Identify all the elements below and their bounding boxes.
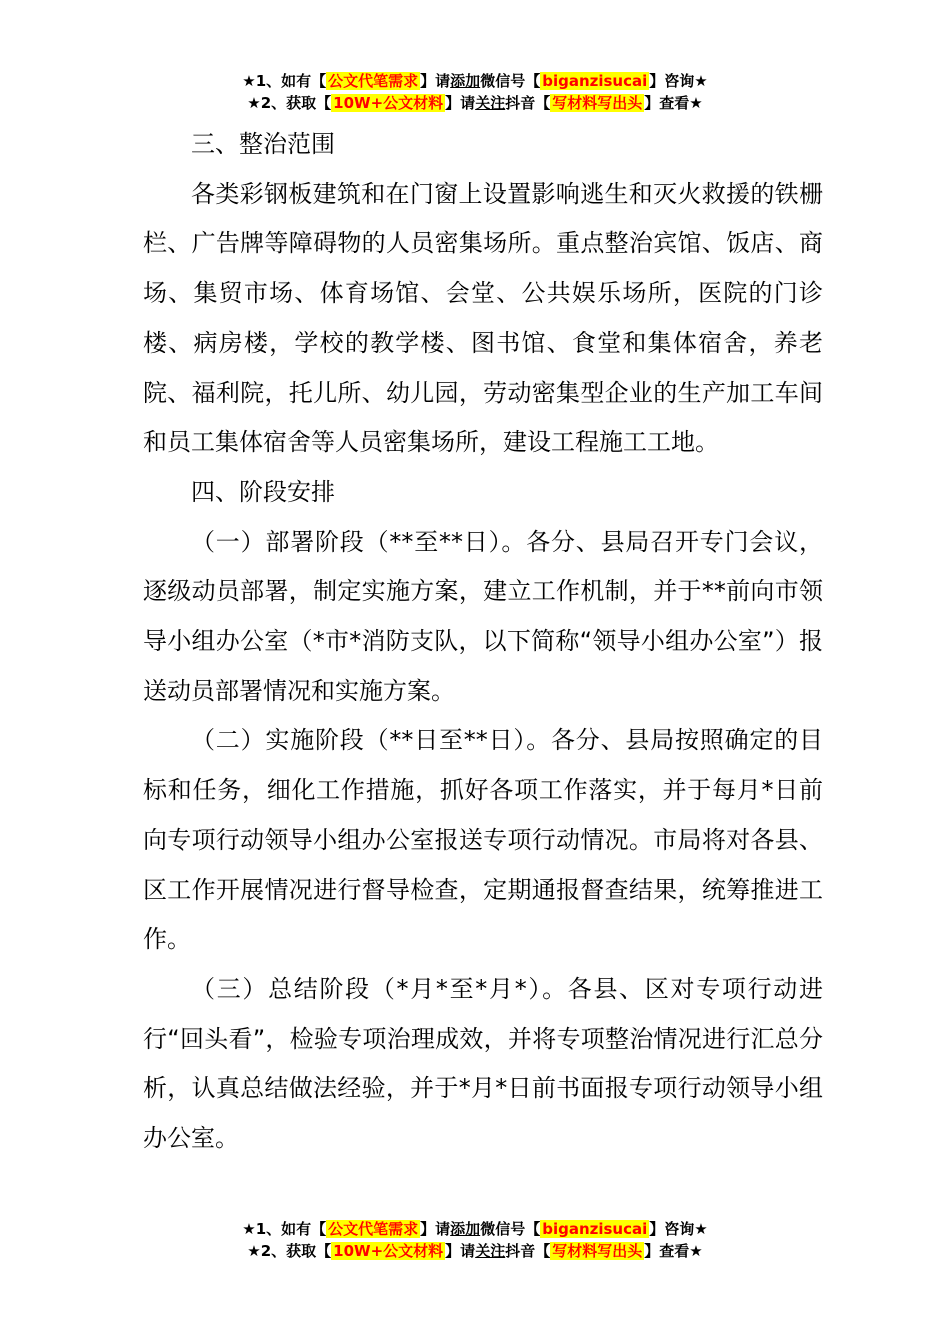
star-icon: ★ <box>694 1220 708 1238</box>
highlight-materials: 10W+公文材料 <box>333 94 444 112</box>
document-body <box>143 120 823 1164</box>
section-heading-stages: 四、阶段安排 <box>191 477 335 506</box>
highlight-wechat-id: biganzisucai <box>542 72 648 90</box>
highlight-wechat-id: biganzisucai <box>542 1220 648 1238</box>
highlight-service: 公文代笔需求 <box>328 1220 419 1238</box>
paragraph-scope: 各类彩钢板建筑和在门窗上设置影响逃生和灭火救援的铁栅栏、广告牌等障碍物的人员密集场所。重点整治宾馆、饭店、商场、集贸市场、体育场馆、会堂、公共娱乐场所，医院的门诊楼、病房楼，学校的教学楼、图书馆、食堂和集体宿舍，养老院、福利院，托儿所、幼儿园，劳动密集型企业的生产加工车间和员工集体宿舍等人员密集场所，建设工程施工工地。 <box>143 179 823 457</box>
highlight-service: 公文代笔需求 <box>328 72 419 90</box>
highlight-douyin-id: 写材料写出头 <box>552 1242 643 1260</box>
section-heading-scope: 三、整治范围 <box>191 130 335 158</box>
star-icon: ★ <box>242 72 256 90</box>
highlight-materials: 10W+公文材料 <box>333 1242 444 1260</box>
paragraph-stage-summary: （三）总结阶段（*月*至*月*）。各县、区对专项行动进行“回头看”，检验专项治理成效，并将专项整治情况进行汇总分析，认真总结做法经验，并于*月*日前书面报专项行动领导小组办公室。 <box>143 974 823 1153</box>
promo-banner-top <box>0 70 950 114</box>
star-icon: ★ <box>247 1242 261 1260</box>
promo-line-2: ★2、获取【 10W+公文材料 】请关注抖音【 写材料写出头 】查看★ <box>247 1242 703 1260</box>
promo-line-1: ★1、如有【 公文代笔需求 】请添加微信号【 biganzisucai 】咨询★ <box>242 1220 708 1238</box>
paragraph-stage-deploy: （一）部署阶段（**至**日）。各分、县局召开专门会议，逐级动员部署，制定实施方案，建立工作机制，并于**前向市领导小组办公室（*市*消防支队，以下简称“领导小组办公室”）报送动员部署情况和实施方案。 <box>143 527 823 705</box>
highlight-douyin-id: 写材料写出头 <box>552 94 643 112</box>
promo-line-2: ★2、获取【 10W+公文材料 】请关注抖音【 写材料写出头 】查看★ <box>247 94 703 112</box>
star-icon: ★ <box>247 94 261 112</box>
promo-line-1: ★1、如有【 公文代笔需求 】请添加微信号【 biganzisucai 】咨询★ <box>242 72 708 90</box>
paragraph-stage-implement: （二）实施阶段（**日至**日）。各分、县局按照确定的目标和任务，细化工作措施，抓好各项工作落实，并于每月*日前向专项行动领导小组办公室报送专项行动情况。市局将对各县、区工作开展情况进行督导检查，定期通报督查结果，统筹推进工作。 <box>143 726 823 954</box>
star-icon: ★ <box>689 94 703 112</box>
star-icon: ★ <box>242 1220 256 1238</box>
promo-banner-bottom <box>0 1218 950 1262</box>
star-icon: ★ <box>694 72 708 90</box>
star-icon: ★ <box>689 1242 703 1260</box>
